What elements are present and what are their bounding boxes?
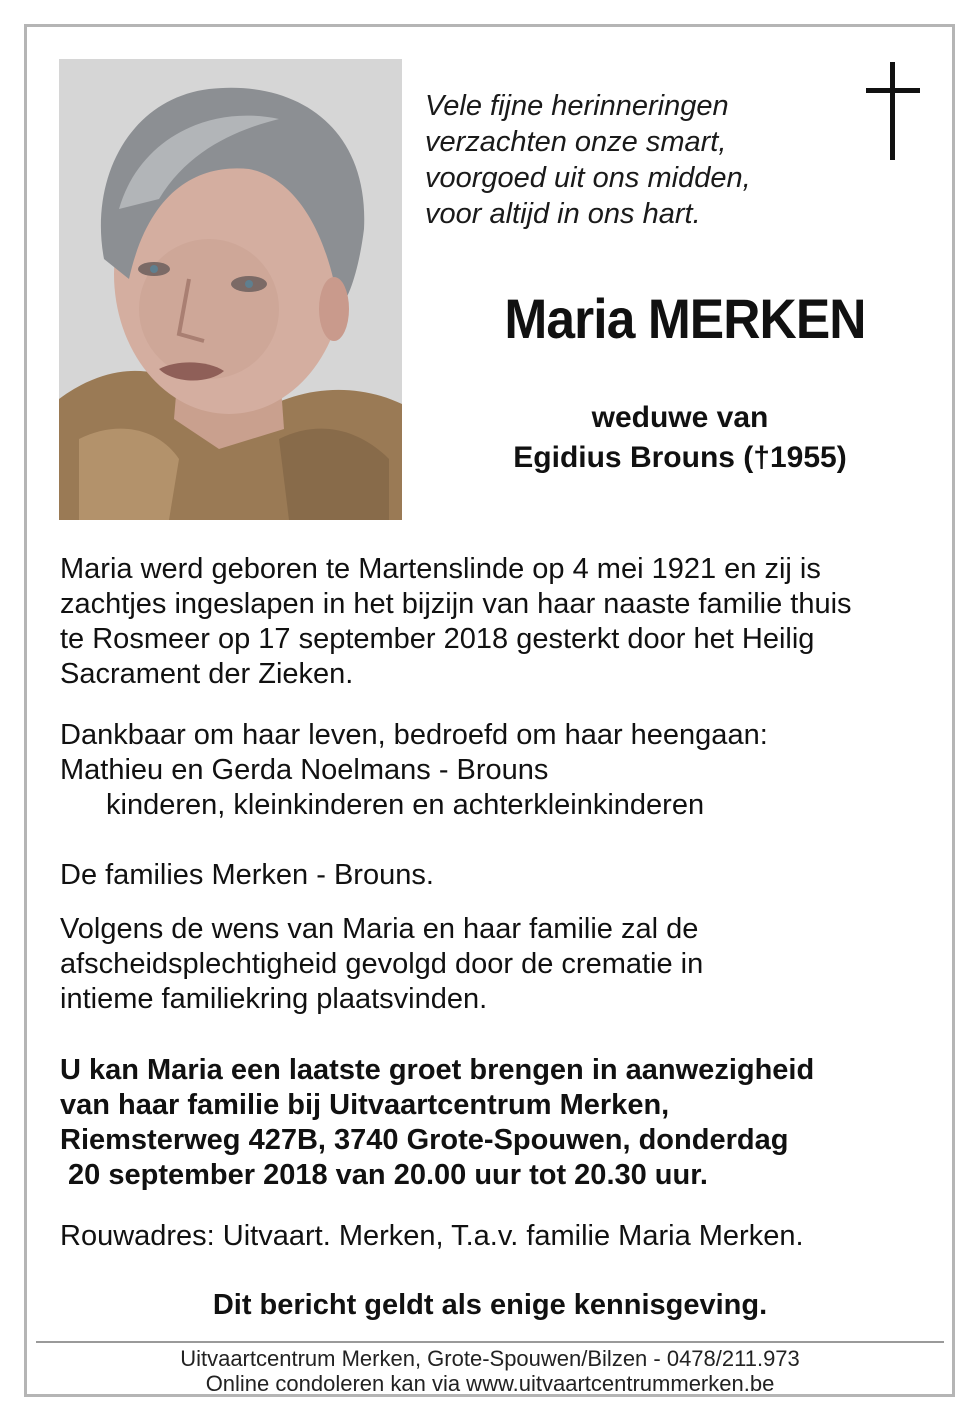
text-line: Maria werd geboren te Martenslinde op 4 mei 1921 en zij is <box>60 553 821 585</box>
family-descendants: kinderen, kleinkinderen en achterkleinkinderen <box>106 789 705 821</box>
memorial-poem <box>425 88 751 232</box>
poem-line: Vele fijne herinneringen <box>425 90 729 122</box>
text-line: zachtjes ingeslapen in het bijzijn van haar naaste familie thuis <box>60 588 852 620</box>
portrait-photo <box>59 59 402 520</box>
birth-death-paragraph <box>60 552 940 692</box>
footer <box>0 1346 980 1396</box>
spouse-name: Egidius Brouns (†1955) <box>513 441 847 474</box>
poem-line: voorgoed uit ons midden, <box>425 162 751 194</box>
text-line: Volgens de wens van Maria en haar familie zal de <box>60 913 699 945</box>
family-children: Mathieu en Gerda Noelmans - Brouns <box>60 754 549 786</box>
ceremony-paragraph <box>60 912 940 1017</box>
footer-contact: Uitvaartcentrum Merken, Grote-Spouwen/Bilzen - 0478/211.973 <box>180 1346 800 1371</box>
family-paragraph <box>60 718 940 823</box>
mourning-address: Rouwadres: Uitvaart. Merken, T.a.v. familie Maria Merken. <box>60 1220 804 1252</box>
text-line: intieme familiekring plaatsvinden. <box>60 983 488 1015</box>
text-line: Sacrament der Zieken. <box>60 658 354 690</box>
text-line: te Rosmeer op 17 september 2018 gesterkt door het Heilig <box>60 623 815 655</box>
widow-of <box>430 398 930 478</box>
widow-label: weduwe van <box>591 401 769 434</box>
family-intro: Dankbaar om haar leven, bedroefd om haar heengaan: <box>60 719 768 751</box>
poem-line: voor altijd in ons hart. <box>425 198 701 230</box>
poem-line: verzachten onze smart, <box>425 126 727 158</box>
text-line: afscheidsplechtigheid gevolgd door de crematie in <box>60 948 704 980</box>
deceased-name: Maria MERKEN <box>504 287 866 350</box>
text-line: Riemsterweg 427B, 3740 Grote-Spouwen, donderdag <box>60 1124 789 1156</box>
footer-divider <box>36 1341 944 1343</box>
notice-line: Dit bericht geldt als enige kennisgeving. <box>212 1289 768 1321</box>
families-line: De families Merken - Brouns. <box>60 859 434 891</box>
cross-icon <box>862 62 924 165</box>
footer-website: Online condoleren kan via www.uitvaartcentrummerken.be <box>205 1371 775 1396</box>
text-line: van haar familie bij Uitvaartcentrum Merken, <box>60 1089 670 1121</box>
visitation-paragraph <box>60 1053 940 1193</box>
text-line: 20 september 2018 van 20.00 uur tot 20.30 uur. <box>60 1159 708 1191</box>
text-line: U kan Maria een laatste groet brengen in aanwezigheid <box>60 1054 815 1086</box>
